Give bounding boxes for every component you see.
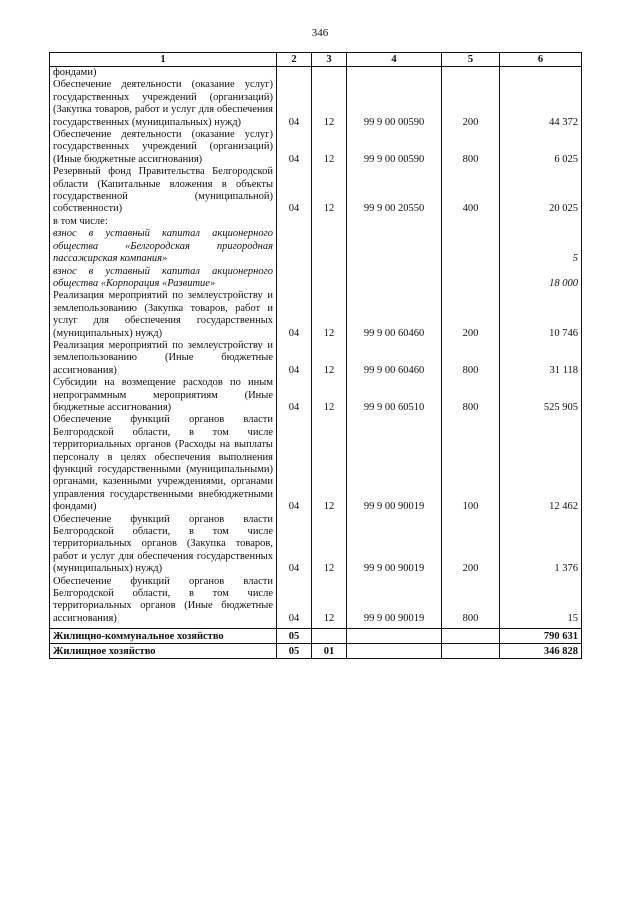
row-subsection-cell (312, 67, 347, 80)
row-subsection-cell: 12 (312, 79, 347, 129)
table-row (50, 166, 582, 216)
row-subsection-cell: 12 (312, 514, 347, 576)
row-type-cell: 800 (442, 129, 500, 166)
header-col-6: 6 (500, 53, 582, 67)
header-col-2: 2 (277, 53, 312, 67)
row-amount-cell: 20 025 (500, 166, 582, 216)
row-target-cell: 99 9 00 00590 (347, 79, 442, 129)
row-amount-cell: 6 025 (500, 129, 582, 166)
total-row (50, 629, 582, 644)
row-name-cell: Обеспечение деятельности (оказание услуг) государственных учреждений (организаций) (Иные бюджетные ассигнования) (50, 129, 277, 166)
row-section-cell: 04 (277, 129, 312, 166)
row-section-cell: 04 (277, 290, 312, 340)
row-name-cell: Обеспечение функций органов власти Белгородской области, в том числе территориальных органов (Закупка товаров, работ и услуг для обеспечения государственных (муниципальных) нужд) (50, 514, 277, 576)
table-row (50, 129, 582, 166)
row-type-cell: 200 (442, 290, 500, 340)
row-name-cell: взнос в уставный капитал акционерного общества «Белгородская пригородная пассажирская компания» (50, 228, 277, 265)
row-target-cell: 99 9 00 00590 (347, 129, 442, 166)
row-amount-cell: 18 000 (500, 266, 582, 291)
table-row (50, 340, 582, 377)
row-name-cell: Субсидии на возмещение расходов по иным непрограммным мероприятиям (Иные бюджетные ассигнования) (50, 377, 277, 414)
row-subsection-cell (312, 228, 347, 265)
total-row-target-cell (347, 644, 442, 659)
row-amount-cell: 12 462 (500, 414, 582, 513)
row-target-cell: 99 9 00 60510 (347, 377, 442, 414)
row-amount-cell: 44 372 (500, 79, 582, 129)
header-col-5: 5 (442, 53, 500, 67)
total-row-type-cell (442, 629, 500, 644)
row-subsection-cell: 12 (312, 166, 347, 216)
row-amount-cell: 1 376 (500, 514, 582, 576)
row-section-cell: 04 (277, 79, 312, 129)
budget-table (49, 52, 582, 659)
row-subsection-cell: 12 (312, 129, 347, 166)
row-target-cell (347, 266, 442, 291)
row-subsection-cell: 12 (312, 576, 347, 626)
total-row-amount-cell: 790 631 (500, 629, 582, 644)
row-type-cell: 400 (442, 166, 500, 216)
header-col-1: 1 (50, 53, 277, 67)
row-target-cell (347, 216, 442, 228)
table-row (50, 514, 582, 576)
row-target-cell: 99 9 00 90019 (347, 576, 442, 626)
row-name-cell: Обеспечение деятельности (оказание услуг) государственных учреждений (организаций) (Закупка товаров, работ и услуг для обеспечения государственных (муниципальных) нужд) (50, 79, 277, 129)
row-section-cell: 04 (277, 340, 312, 377)
total-row-section-cell: 05 (277, 644, 312, 659)
row-name-cell: Резервный фонд Правительства Белгородской области (Капитальные вложения в объекты государственной (муниципальной) собственности) (50, 166, 277, 216)
row-target-cell: 99 9 00 90019 (347, 514, 442, 576)
table-row (50, 266, 582, 291)
row-amount-cell: 31 118 (500, 340, 582, 377)
table-row (50, 67, 582, 80)
row-type-cell (442, 266, 500, 291)
total-row-name-cell: Жилищное хозяйство (50, 644, 277, 659)
row-subsection-cell: 12 (312, 377, 347, 414)
row-section-cell (277, 67, 312, 80)
row-amount-cell: 10 746 (500, 290, 582, 340)
row-name-cell: взнос в уставный капитал акционерного общества «Корпорация «Развитие» (50, 266, 277, 291)
row-amount-cell: 15 (500, 576, 582, 626)
table-row (50, 377, 582, 414)
table-header (50, 53, 582, 67)
row-section-cell: 04 (277, 377, 312, 414)
row-type-cell: 800 (442, 576, 500, 626)
total-row-amount-cell: 346 828 (500, 644, 582, 659)
row-section-cell: 04 (277, 514, 312, 576)
row-amount-cell: 525 905 (500, 377, 582, 414)
row-name-cell: фондами) (50, 67, 277, 80)
row-target-cell: 99 9 00 60460 (347, 340, 442, 377)
page-number: 346 (311, 27, 329, 39)
row-section-cell: 04 (277, 576, 312, 626)
row-type-cell: 800 (442, 340, 500, 377)
total-row-section-cell: 05 (277, 629, 312, 644)
row-section-cell (277, 266, 312, 291)
table-body (50, 67, 582, 659)
row-subsection-cell: 12 (312, 290, 347, 340)
table-row (50, 216, 582, 228)
table-row (50, 290, 582, 340)
row-target-cell: 99 9 00 90019 (347, 414, 442, 513)
row-type-cell (442, 216, 500, 228)
header-col-3: 3 (312, 53, 347, 67)
total-row-subsection-cell (312, 629, 347, 644)
row-type-cell: 200 (442, 79, 500, 129)
row-amount-cell (500, 216, 582, 228)
row-type-cell: 800 (442, 377, 500, 414)
table-row (50, 576, 582, 626)
row-target-cell (347, 228, 442, 265)
row-type-cell (442, 228, 500, 265)
row-name-cell: в том числе: (50, 216, 277, 228)
row-subsection-cell (312, 266, 347, 291)
row-name-cell: Обеспечение функций органов власти Белгородской области, в том числе территориальных органов (Иные бюджетные ассигнования) (50, 576, 277, 626)
row-name-cell: Реализация мероприятий по землеустройству и землепользованию (Закупка товаров, работ и услуг для обеспечения государственных (муниципальных) нужд) (50, 290, 277, 340)
row-subsection-cell: 12 (312, 340, 347, 377)
table-row (50, 228, 582, 265)
total-row-subsection-cell: 01 (312, 644, 347, 659)
row-type-cell: 100 (442, 414, 500, 513)
table-row (50, 414, 582, 513)
total-row-target-cell (347, 629, 442, 644)
row-type-cell: 200 (442, 514, 500, 576)
header-col-4: 4 (347, 53, 442, 67)
row-amount-cell: 5 (500, 228, 582, 265)
row-section-cell: 04 (277, 414, 312, 513)
row-target-cell: 99 9 00 60460 (347, 290, 442, 340)
row-section-cell: 04 (277, 166, 312, 216)
row-subsection-cell (312, 216, 347, 228)
row-section-cell (277, 216, 312, 228)
total-row-name-cell: Жилищно-коммунальное хозяйство (50, 629, 277, 644)
row-section-cell (277, 228, 312, 265)
row-target-cell (347, 67, 442, 80)
row-name-cell: Реализация мероприятий по землеустройству и землепользованию (Иные бюджетные ассигнования) (50, 340, 277, 377)
total-row-type-cell (442, 644, 500, 659)
row-subsection-cell: 12 (312, 414, 347, 513)
table-row (50, 79, 582, 129)
row-type-cell (442, 67, 500, 80)
row-target-cell: 99 9 00 20550 (347, 166, 442, 216)
total-row (50, 644, 582, 659)
row-amount-cell (500, 67, 582, 80)
row-name-cell: Обеспечение функций органов власти Белгородской области, в том числе территориальных органов (Расходы на выплаты персоналу в целях обеспечения выполнения функций государственными (муниципальными) органами, казенными учреждениями, органами управления государственными внебюджетными фондами) (50, 414, 277, 513)
